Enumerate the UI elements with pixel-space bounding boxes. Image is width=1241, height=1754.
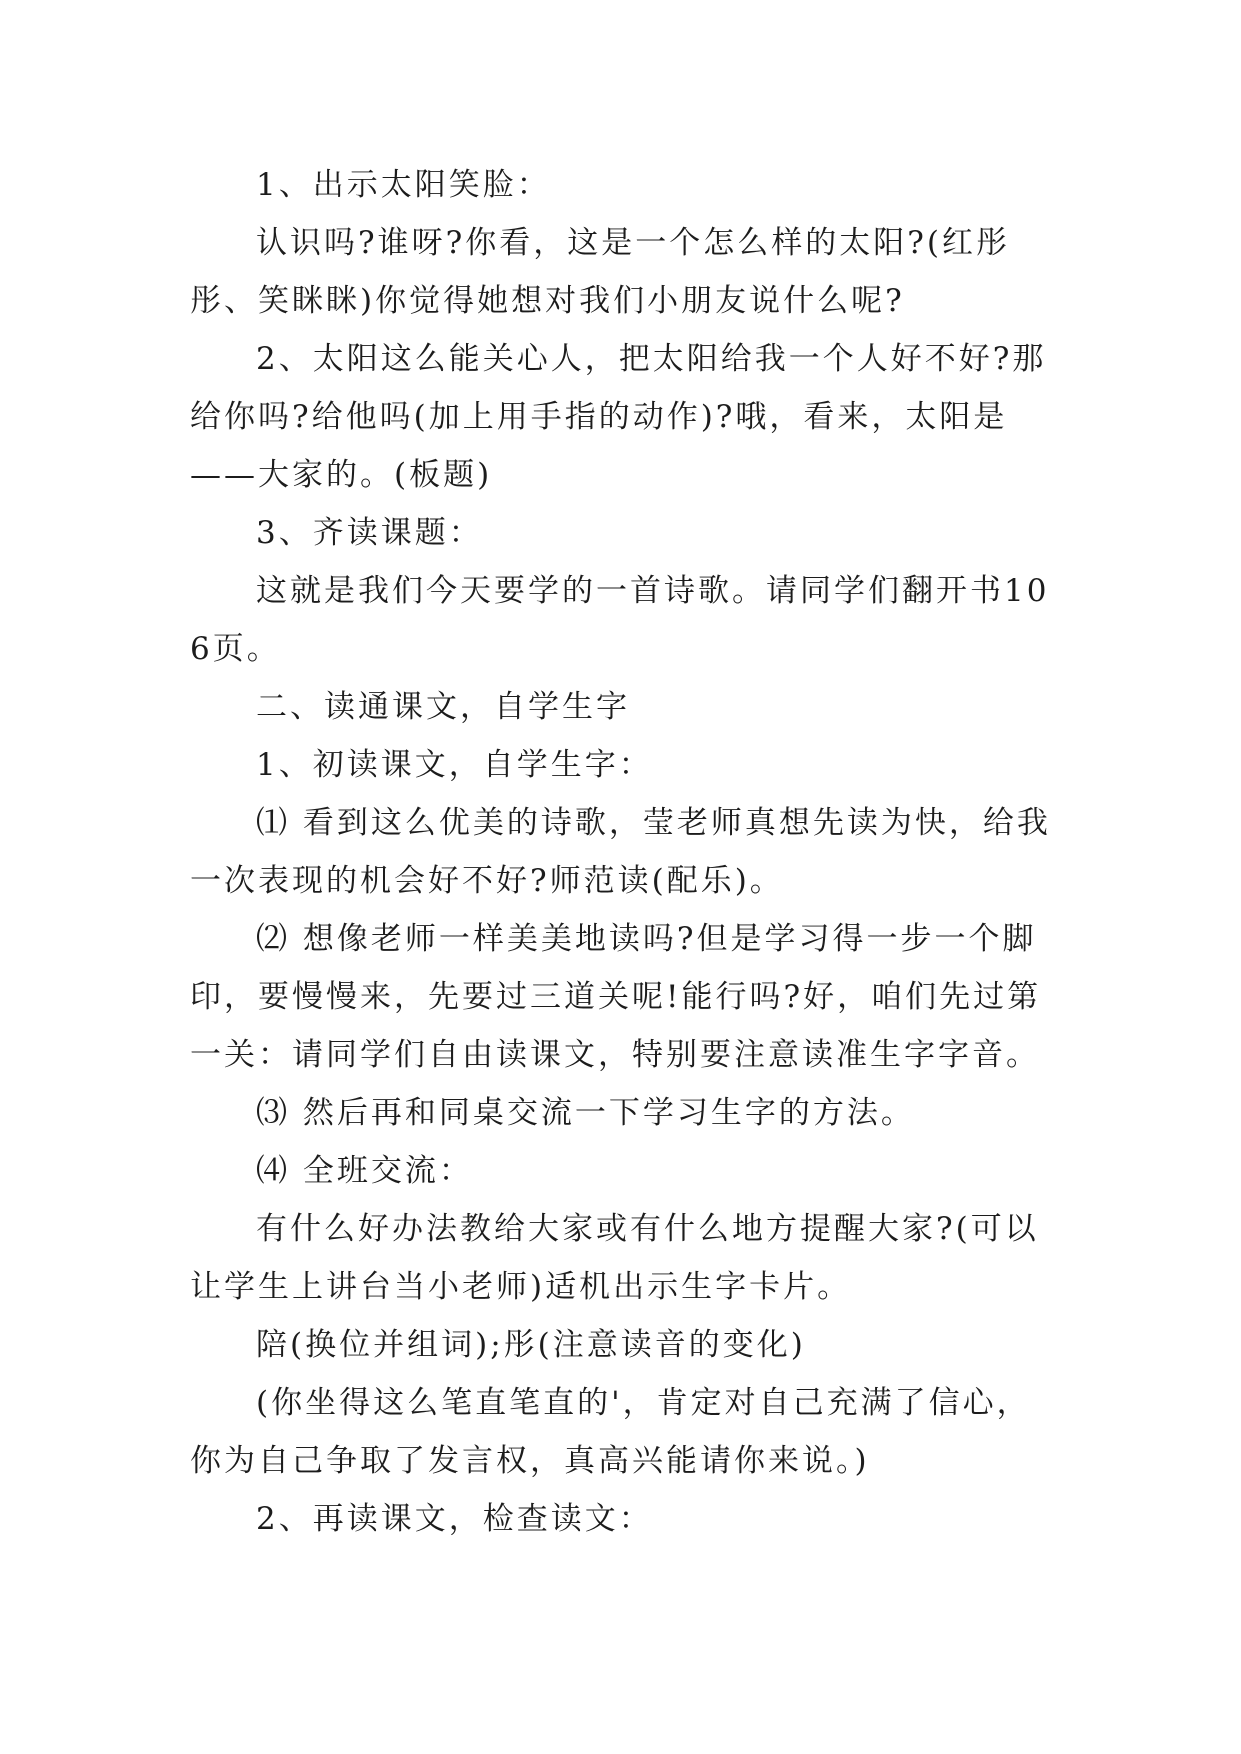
paragraph: ⑴ 看到这么优美的诗歌，莹老师真想先读为快，给我一次表现的机会好不好?师范读(配乐)。 <box>190 805 1051 899</box>
paragraph: 2、太阳这么能关心人，把太阳给我一个人好不好?那给你吗?给他吗(加上用手指的动作)?哦，看来，太阳是——大家的。(板题) <box>190 341 1047 493</box>
paragraph: (你坐得这么笔直笔直的'，肯定对自己充满了信心，你为自己争取了发言权，真高兴能请你来说。) <box>190 1385 1031 1479</box>
paragraph: ⑷ 全班交流： <box>256 1153 473 1189</box>
paragraph: ⑵ 想像老师一样美美地读吗?但是学习得一步一个脚印，要慢慢来，先要过三道关呢!能行吗?好，咱们先过第一关：请同学们自由读课文，特别要注意读准生字字音。 <box>190 921 1042 1073</box>
document-body <box>190 156 1062 1548</box>
paragraph: ⑶ 然后再和同桌交流一下学习生字的方法。 <box>256 1095 915 1131</box>
paragraph: 有什么好办法教给大家或有什么地方提醒大家?(可以让学生上讲台当小老师)适机出示生字卡片。 <box>190 1211 1039 1305</box>
paragraph: 陪(换位并组词);彤(注意读音的变化) <box>256 1327 806 1363</box>
paragraph: 3、齐读课题： <box>256 515 483 551</box>
paragraph: 1、初读课文，自学生字： <box>256 747 653 783</box>
paragraph: 认识吗?谁呀?你看，这是一个怎么样的太阳?(红彤彤、笑眯眯)你觉得她想对我们小朋友说什么呢? <box>190 225 1010 319</box>
paragraph: 二、读通课文，自学生字 <box>256 689 630 725</box>
paragraph: 2、再读课文，检查读文： <box>256 1501 653 1537</box>
paragraph: 1、出示太阳笑脸： <box>256 167 551 203</box>
paragraph: 这就是我们今天要学的一首诗歌。请同学们翻开书106页。 <box>190 573 1050 667</box>
